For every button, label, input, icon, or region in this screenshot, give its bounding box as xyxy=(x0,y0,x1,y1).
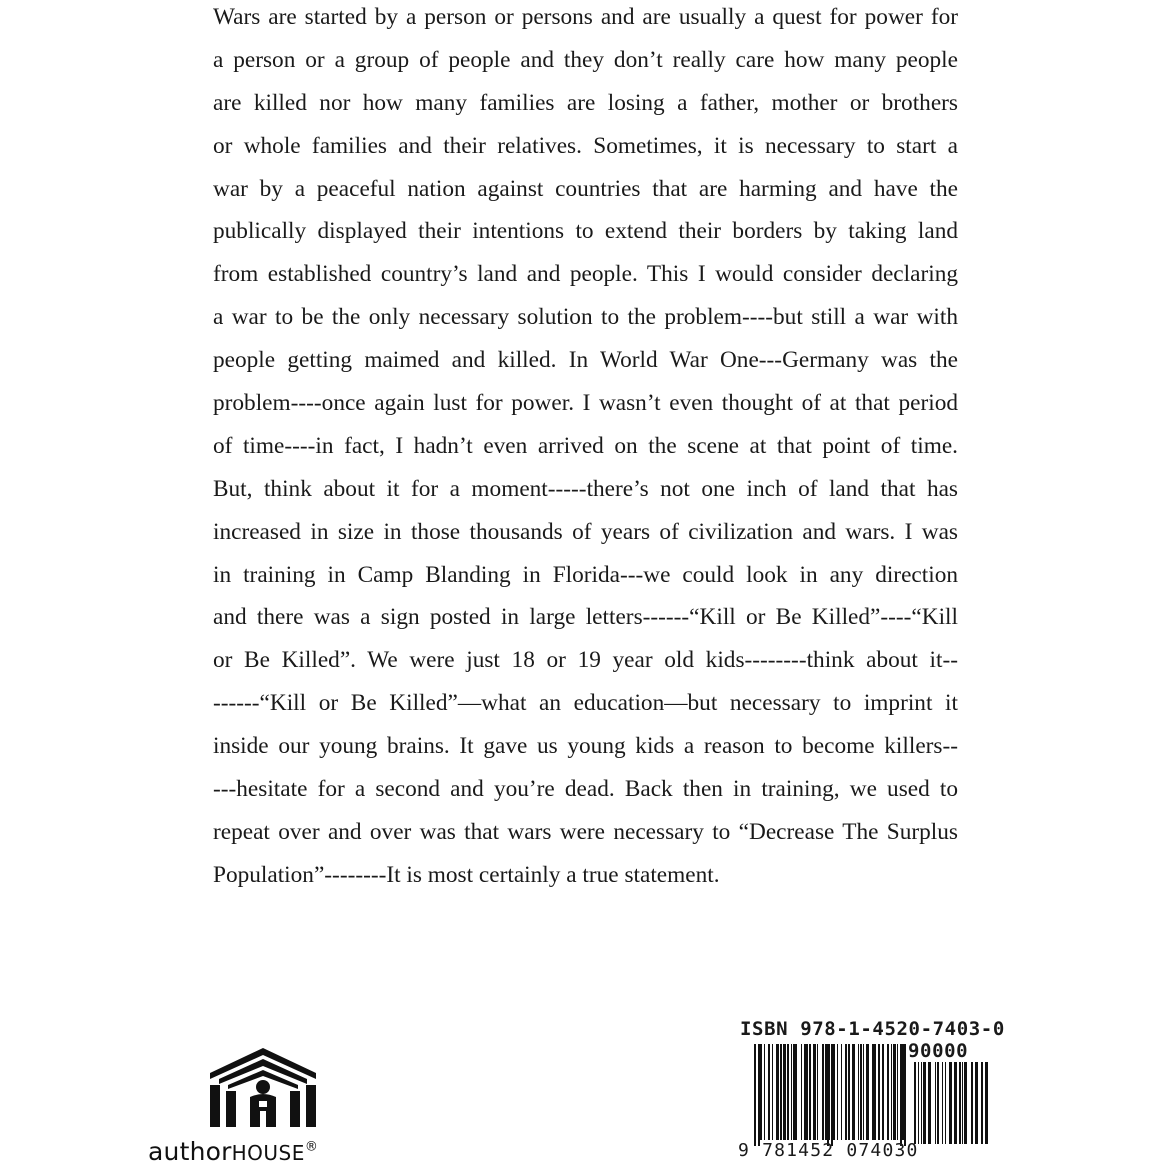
blurb-line: a person or a group of people and they don’t really care how many people xyxy=(213,46,958,73)
blurb-line: problem----once again lust for power. I wasn’t even thought of at that period xyxy=(213,390,958,417)
author-house-emblem-icon xyxy=(206,1045,320,1129)
back-cover-blurb xyxy=(213,0,958,897)
blurb-line: ------“Kill or Be Killed”—what an education—but necessary to imprint it xyxy=(213,690,958,717)
blurb-line: ---hesitate for a second and you’re dead. Back then in training, we used to xyxy=(213,776,958,803)
isbn-barcode xyxy=(738,1018,1005,1164)
price-code: 90000 xyxy=(908,1040,969,1062)
blurb-line: inside our young brains. It gave us young kids a reason to become killers-- xyxy=(213,733,958,760)
blurb-line: increased in size in those thousands of years of civilization and wars. I was xyxy=(213,518,958,545)
publisher-logo xyxy=(148,1045,378,1169)
blurb-line: But, think about it for a moment-----there’s not one inch of land that has xyxy=(213,475,958,502)
blurb-line: of time----in fact, I hadn’t even arrived on the scene at that point of time. xyxy=(213,432,958,459)
blurb-line: from established country’s land and people. This I would consider declaring xyxy=(213,261,958,288)
blurb-line: and there was a sign posted in large letters------“Kill or Be Killed”----“Kill xyxy=(213,604,958,631)
blurb-line: Population”--------It is most certainly a true statement. xyxy=(213,861,720,888)
blurb-line: are killed nor how many families are losing a father, mother or brothers xyxy=(213,89,958,116)
blurb-line: repeat over and over was that wars were necessary to “Decrease The Surplus xyxy=(213,818,958,845)
blurb-line: or whole families and their relatives. Sometimes, it is necessary to start a xyxy=(213,132,958,159)
publisher-wordmark xyxy=(148,1137,318,1166)
blurb-line: publically displayed their intentions to extend their borders by taking land xyxy=(213,218,958,245)
blurb-line: a war to be the only necessary solution to the problem----but still a war with xyxy=(213,304,958,331)
wordmark-lower: author xyxy=(148,1137,232,1166)
blurb-line: Wars are started by a person or persons and are usually a quest for power for xyxy=(213,4,958,30)
isbn-number: ISBN 978-1-4520-7403-0 xyxy=(740,1018,1005,1040)
blurb-line: people getting maimed and killed. In World War One---Germany was the xyxy=(213,347,958,374)
blurb-line: war by a peaceful nation against countries that are harming and have the xyxy=(213,175,958,202)
blurb-line: or Be Killed”. We were just 18 or 19 year old kids--------think about it-- xyxy=(213,647,958,674)
registered-mark: ® xyxy=(304,1139,319,1155)
ean-digits: 9 781452 074030 xyxy=(738,1140,919,1161)
blurb-line: in training in Camp Blanding in Florida---we could look in any direction xyxy=(213,561,958,588)
wordmark-upper: HOUSE xyxy=(231,1141,305,1165)
